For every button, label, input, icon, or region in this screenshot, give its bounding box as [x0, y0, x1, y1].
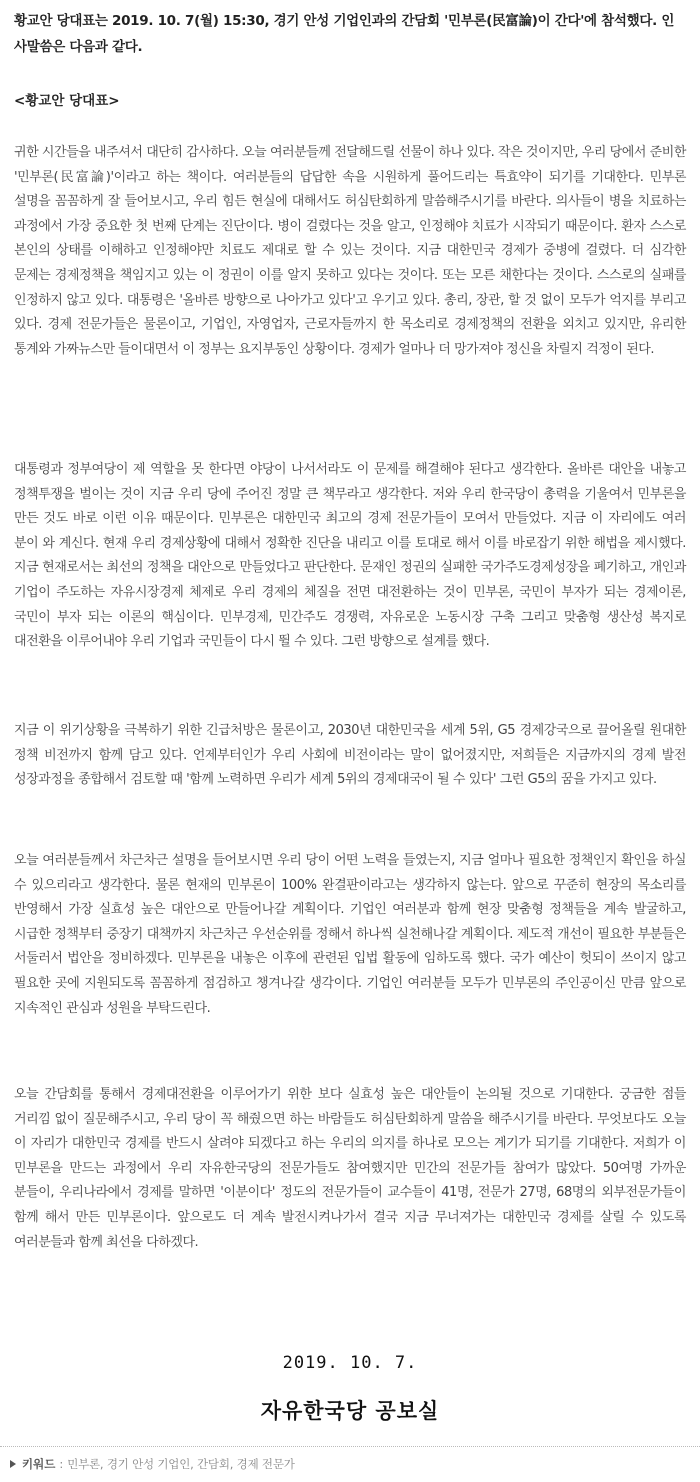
speech-paragraph-3: 지금 이 위기상황을 극복하기 위한 긴급처방은 물론이고, 2030년 대한민국을 세계 5위, G5 경제강국으로 끌어올릴 원대한 정책 비전까지 함께 담고 있다. 언제부터인가 우리 사회에 비전이라는 말이 없어졌지만, 저희들은 지금까지의 경제 발전 성장과정을 종합해서 검토할 때 '함께 노력하면 우리가 세계 5위의 경제대국이 될 수 있다' 그런 G5의 꿈을 가지고 있다. [14, 723, 686, 788]
keyword-separator: : [59, 1456, 64, 1471]
speech-paragraph-5: 오늘 간담회를 통해서 경제대전환을 이루어가기 위한 보다 실효성 높은 대안들이 논의될 것으로 기대한다. 궁금한 점들 거리낌 없이 질문해주시고, 우리 당이 꼭 해줬으면 하는 바람들도 허심탄회하게 말씀을 해주시기를 바란다. 무엇보다도 오늘 이 자리가 대한민국 경제를 반드시 살려야 되겠다고 하는 우리의 의지를 하나로 모으는 계기가 되기를 기대한다. 저희가 이 민부론을 만드는 과정에서 우리 자유한국당의 전문가들도 참여했지만 민간의 전문가들 참여가 많았다. 50여명 가까운 분들이, 우리나라에서 경제를 말하면 '이분이다' 정도의 전문가들이 교수들이 41명, 전문가 27명, 68명의 외부전문가들이 함께 해서 만든 민부론이다. 앞으로도 더 계속 발전시켜나가서 결국 지금 무너져가는 대한민국 경제를 살릴 수 있도록 여러분들과 함께 최선을 다하겠다. [14, 1087, 686, 1250]
speech-paragraph-1: 귀한 시간들을 내주셔서 대단히 감사하다. 오늘 여러분들께 전달해드릴 선물이 하나 있다. 작은 것이지만, 우리 당에서 준비한 '민부론(民富論)'이라고 하는 책이다. 여러분들의 답답한 속을 시원하게 풀어드리는 특효약이 되기를 기대한다. 민부론 설명을 꼼꼼하게 잘 들어보시고, 우리 힘든 현실에 대해서도 허심탄회하게 말씀해주시기를 바란다. 의사들이 병을 치료하는 과정에서 가장 중요한 첫 번째 단계는 진단이다. 병이 걸렸다는 것을 알고, 인정해야 치료가 시작되기 때문이다. 환자 스스로 본인의 상태를 이해하고 인정해야만 치료도 제대로 할 수 있는 것이다. 지금 대한민국 경제가 중병에 걸렸다. 더 심각한 문제는 경제정책을 책임지고 있는 이 정권이 이를 알지 못하고 있다는 것이다. 또는 모른 채한다는 것이다. 스스로의 실패를 인정하지 않고 있다. 대통령은 '올바른 방향으로 나아가고 있다'고 우기고 있다. 총리, 장관, 할 것 없이 모두가 억지를 부리고 있다. 경제 전문가들은 물론이고, 기업인, 자영업자, 근로자들까지 한 목소리로 경제정책의 전환을 외치고 있지만, 유리한 통계와 가짜뉴스만 들이대면서 이 정부는 요지부동인 상황이다. 경제가 얼마나 더 망가져야 정신을 차릴지 걱정이 된다. [14, 145, 686, 357]
speech-paragraph-2: 대통령과 정부여당이 제 역할을 못 한다면 야당이 나서서라도 이 문제를 해결해야 된다고 생각한다. 올바른 대안을 내놓고 정책투쟁을 벌이는 것이 지금 우리 당에 주어진 정말 큰 책무라고 생각한다. 저와 우리 한국당이 총력을 기울여서 민부론을 만든 것도 바로 이런 이유 때문이다. 민부론은 대한민국 최고의 경제 전문가들이 모여서 만들었다. 지금 이 자리에도 여러 분이 와 계신다. 현재 우리 경제상황에 대해서 정확한 진단을 내리고 이를 토대로 해서 이를 바로잡기 위한 해법을 제시했다. 지금 현재로서는 최선의 정책을 대안으로 만들었다고 판단한다. 문재인 정권의 실패한 국가주도경제성장을 폐기하고, 개인과 기업이 주도하는 자유시장경제 체제로 우리 경제의 체질을 전면 대전환하는 것이 민부론, 국민이 부자가 되는 경제이론, 국민이 부자 되는 이론의 핵심이다. 민부경제, 민간주도 경쟁력, 자유로운 노동시장 구축 그리고 맞춤형 생산성 복지로 대전환을 이루어내야 우리 기업과 국민들이 다시 뛸 수 있다. 그런 방향으로 설계를 했다. [14, 462, 686, 650]
keyword-list[interactable]: 민부론, 경기 안성 기업인, 간담회, 경제 전문가 [67, 1456, 295, 1471]
release-date: 2019. 10. 7. [282, 1353, 418, 1373]
keyword-bar [0, 1446, 700, 1480]
triangle-bullet-icon [10, 1460, 16, 1468]
intro-text: 황교안 당대표는 2019. 10. 7(월) 15:30, 경기 안성 기업인과의 간담회 '민부론(民富論)이 간다'에 참석했다. 인사말씀은 다음과 같다. [14, 13, 675, 55]
issuing-organization: 자유한국당 공보실 [260, 1399, 440, 1423]
speech-paragraph-4: 오늘 여러분들께서 차근차근 설명을 들어보시면 우리 당이 어떤 노력을 들였는지, 지금 얼마나 필요한 정책인지 확인을 하실 수 있으리라고 생각한다. 물론 현재의 민부론이 100% 완결판이라고는 생각하지 않는다. 앞으로 꾸준히 현장의 목소리를 반영해서 가장 실효성 높은 대안으로 만들어나갈 계획이다. 기업인 여러분과 함께 현장 맞춤형 정책들을 계속 발굴하고, 시급한 정책부터 중장기 대책까지 차근차근 우선순위를 정해서 하나씩 실천해나갈 계획이다. 제도적 개선이 필요한 부분들은 서둘러서 법안을 정비하겠다. 민부론을 내놓은 이후에 관련된 입법 활동에 임하도록 했다. 국가 예산이 헛되이 쓰이지 않고 필요한 곳에 지원되도록 꼼꼼하게 점검하고 챙겨나갈 생각이다. 기업인 여러분들 모두가 민부론의 주인공이신 만큼 앞으로 지속적인 관심과 성원을 부탁드린다. [14, 853, 686, 1016]
keyword-label: 키워드 [22, 1456, 56, 1471]
speaker-heading: <황교안 당대표> [14, 93, 120, 109]
